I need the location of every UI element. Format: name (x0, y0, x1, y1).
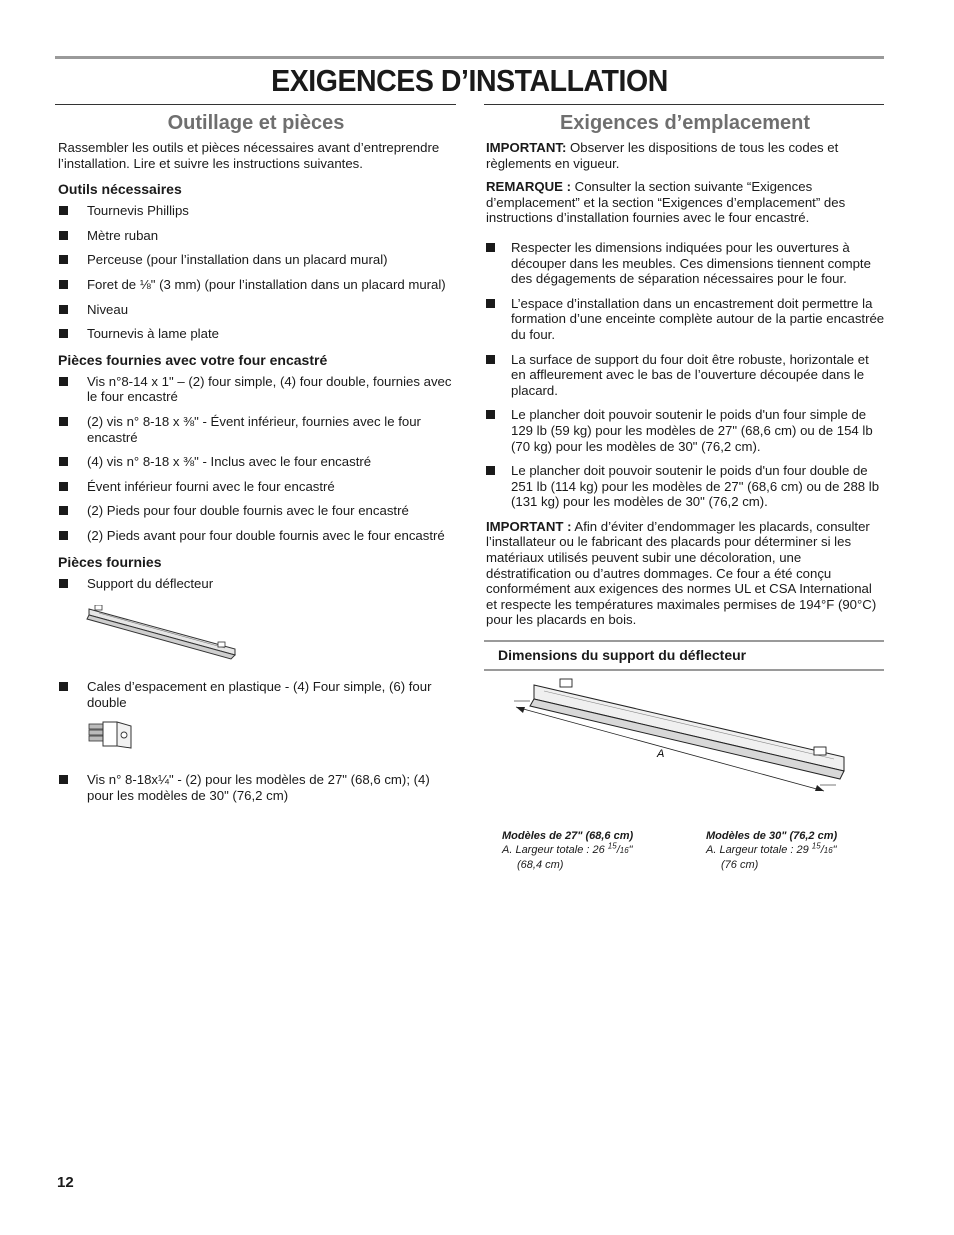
list-item (485, 240, 886, 287)
important-text: Afin d’éviter d’endommager les placards, consulter l’installateur ou le fabricant des placards pour déterminer si les matériaux utilisés peuvent subir une décoloration, une déstratification ou d’autres dommages. Ce four a été conçu conformément aux exigences des normes UL et CSA International et respecte les températures maximales permises de 194°F (90°C) pour les placards en bois. (486, 518, 877, 628)
list-item (58, 302, 457, 318)
list-item (58, 203, 457, 219)
list-item (485, 352, 886, 399)
top-rule (55, 56, 884, 59)
list-item-text: Le plancher doit pouvoir soutenir le poids d'un four simple de 129 lb (59 kg) pour les modèles de 27" (68,6 cm) ou de 154 lb (70 kg) pour les modèles de 30" (76,2 cm). (511, 407, 873, 454)
fraction-numerator: 15 (811, 840, 821, 850)
list-item-text: Vis n° 8-18x¼" - (2) pour les modèles de 27" (68,6 cm); (4) pour les modèles de 30" (76,2 cm) (87, 772, 430, 803)
tools-intro: Rassembler les outils et pièces nécessaires avant d’entreprendre l’installation. Lire et suivre les instructions suivantes. (58, 140, 440, 171)
dimension-a-label: A (657, 747, 665, 760)
list-item-text: La surface de support du four doit être robuste, horizontale et en affleurement avec le bas de l’ouverture découpée dans le placard. (511, 351, 869, 398)
square-bullet-icon (59, 255, 68, 264)
square-bullet-icon (59, 206, 68, 215)
page-number: 12 (57, 1174, 74, 1191)
fraction-denominator: 16 (823, 845, 833, 855)
list-item-text: Support du déflecteur (87, 575, 214, 591)
list-item-text: Vis n°8-14 x 1" – (2) four simple, (4) four double, fournies avec le four encastré (87, 373, 452, 405)
list-item (58, 374, 457, 405)
list-item-text: Le plancher doit pouvoir soutenir le poids d'un four double de 251 lb (114 kg) pour les modèles de 27" (68,6 cm) ou de 288 lb (131 kg) pour les modèles de 30" (76,2 cm). (511, 463, 880, 510)
list-item (485, 407, 886, 454)
square-bullet-icon (486, 355, 495, 364)
list-item (58, 252, 457, 268)
list-item (58, 503, 457, 519)
list-item (58, 576, 457, 592)
note-30-metric: (76 cm) (721, 858, 759, 871)
important-note-2 (486, 519, 886, 628)
right-column (484, 104, 886, 879)
list-item (58, 454, 457, 470)
parts-heading: Pièces fournies avec votre four encastré (58, 351, 328, 368)
list-item-text: Perceuse (pour l’installation dans un placard mural) (87, 252, 388, 268)
list-item-text: Niveau (87, 301, 129, 317)
square-bullet-icon (486, 243, 495, 252)
list-item-text: Évent inférieur fourni avec le four encastré (87, 478, 335, 494)
right-column-rule (484, 104, 884, 105)
tools-list (55, 203, 457, 342)
left-column-rule (55, 104, 456, 105)
square-bullet-icon (59, 775, 68, 784)
list-item-text: Mètre ruban (87, 227, 159, 243)
fraction-denominator: 16 (619, 845, 629, 855)
square-bullet-icon (59, 377, 68, 386)
list-item (58, 228, 457, 244)
square-bullet-icon (59, 417, 68, 426)
list-item-text: Tournevis à lame plate (87, 326, 219, 342)
list-item-text: (2) vis n° 8-18 x ⅜" - Évent inférieur, fournies avec le four encastré (87, 413, 421, 445)
important-text: Observer les dispositions de tous les codes et règlements en vigueur. (486, 140, 839, 171)
square-bullet-icon (59, 231, 68, 240)
list-item (58, 679, 457, 710)
location-requirements-heading: Exigences d’emplacement (559, 112, 811, 134)
note-30-title: Modèles de 30" (76,2 cm) (706, 829, 838, 842)
left-column (55, 104, 457, 812)
fraction-unit: " (832, 843, 837, 856)
note-27-inch: Modèles de 27" (68,6 cm) A. Largeur totale : 26 $^{15}$/16" (68,4 cm) (502, 829, 634, 871)
square-bullet-icon (59, 506, 68, 515)
model-notes (484, 829, 886, 879)
supplied-heading: Pièces fournies (58, 553, 162, 570)
list-item-text: (4) vis n° 8-18 x ⅜" - Inclus avec le four encastré (87, 454, 372, 470)
list-item (58, 414, 457, 445)
square-bullet-icon (59, 579, 68, 588)
note-30-inch: Modèles de 30" (76,2 cm) A. Largeur totale : 29 $^{15}$/16" (76 cm) (706, 829, 838, 871)
important-note-1 (486, 140, 886, 171)
fraction-unit: " (628, 843, 633, 856)
list-item-text: Cales d’espacement en plastique - (4) Four simple, (6) four double (87, 679, 432, 710)
tools-parts-heading: Outillage et pièces (167, 112, 345, 134)
list-item (58, 277, 457, 293)
list-item-text: Tournevis Phillips (87, 203, 189, 219)
supplied-list-2 (55, 679, 457, 710)
list-item (58, 772, 457, 803)
square-bullet-icon (486, 466, 495, 475)
fraction-numerator: 15 (607, 840, 617, 850)
remarque-label: REMARQUE : (486, 179, 571, 195)
plastic-spacer-illustration (85, 718, 137, 752)
requirements-list (484, 240, 886, 510)
note-27-title: Modèles de 27" (68,6 cm) (502, 829, 634, 842)
list-item-text: Respecter les dimensions indiquées pour les ouvertures à découper dans les meubles. Ces dimensions tiennent compte des dégagements de séparation nécessaires pour le four. (511, 239, 871, 287)
square-bullet-icon (486, 299, 495, 308)
note-27-metric: (68,4 cm) (517, 858, 564, 871)
list-item (58, 479, 457, 495)
square-bullet-icon (486, 410, 495, 419)
note-27-width: A. Largeur totale : 26 (502, 843, 605, 856)
list-item (485, 296, 886, 343)
square-bullet-icon (59, 329, 68, 338)
parts-list (55, 374, 457, 544)
square-bullet-icon (59, 682, 68, 691)
remarque-text: Consulter la section suivante “Exigences d’emplacement” et la section “Exigences d’emplacement” des instructions d’installation fournies avec le four encastré. (486, 179, 846, 226)
tools-heading: Outils nécessaires (58, 181, 182, 198)
important-label: IMPORTANT: (486, 140, 567, 155)
page-title: EXIGENCES D’INSTALLATION (271, 63, 668, 98)
square-bullet-icon (59, 280, 68, 289)
list-item-text: L’espace d’installation dans un encastrement doit permettre la formation d’une enceinte complète autour de la partie encastrée du four. (511, 295, 885, 342)
list-item (58, 326, 457, 342)
deflector-bracket-illustration (85, 605, 245, 663)
square-bullet-icon (59, 531, 68, 540)
remarque-note (486, 179, 886, 226)
list-item-text: Foret de ⅛" (3 mm) (pour l’installation dans un placard mural) (87, 276, 446, 292)
supplied-list-3 (55, 772, 457, 803)
square-bullet-icon (59, 482, 68, 491)
list-item-text: (2) Pieds pour four double fournis avec le four encastré (87, 503, 409, 519)
supplied-list (55, 576, 457, 592)
list-item (485, 463, 886, 510)
deflector-dimension-diagram (484, 671, 884, 821)
important-label: IMPORTANT : (486, 518, 572, 534)
note-30-width: A. Largeur totale : 29 (706, 843, 809, 856)
list-item-text: (2) Pieds avant pour four double fournis avec le four encastré (87, 527, 445, 543)
dimensions-heading: Dimensions du support du déflecteur (484, 640, 884, 671)
list-item (58, 528, 457, 544)
square-bullet-icon (59, 305, 68, 314)
square-bullet-icon (59, 457, 68, 466)
